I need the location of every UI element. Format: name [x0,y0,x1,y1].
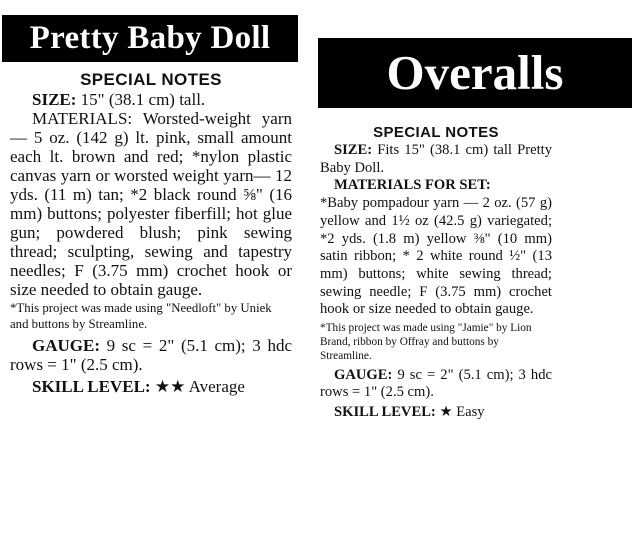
overalls-skill-label: SKILL LEVEL: [334,404,436,421]
doll-size-label: SIZE: [32,90,77,109]
doll-gauge-text: 9 sc = 2" (5.1 cm); 3 hdc rows = 1" (2.5 cm). [10,336,292,375]
doll-skill-label: SKILL LEVEL: [32,377,151,397]
overalls-materials-label: MATERIALS FOR SET: [334,177,491,194]
overalls-size [320,142,552,177]
overalls-gauge [320,367,552,402]
doll-size-text: 15" (38.1 cm) tall. [80,90,206,109]
doll-title-banner: Pretty Baby Doll [2,15,298,62]
overalls-size-text: Fits 15" (38.1 cm) tall Pretty Baby Doll. [320,142,552,176]
doll-gauge-label: GAUGE: [32,336,100,356]
doll-skill-level [10,377,292,397]
doll-materials [10,109,292,299]
overalls-skill-text: Easy [456,404,485,421]
doll-credit-note: *This project was made using "Needloft" by Uniek and buttons by Streamline. [10,301,272,331]
overalls-title-banner: Overalls [318,38,632,108]
doll-gauge [10,336,292,374]
doll-special-notes-heading: SPECIAL NOTES [80,70,222,89]
doll-materials-text: Worsted-weight yarn — 5 oz. (142 g) lt. pink, small amount each lt. brown and red; *nylon plastic canvas yarn or worsted weight yarn— 12 yds. (11 m) tan; *2 black round ⅝" (16 mm) buttons; polyester fiberfill; hot glue gun; powdered blush; pink sewing thread; sculpting, sewing and tapestry needles; F (3.75 mm) crochet hook or size needed to obtain gauge. [10,109,292,299]
doll-materials-label: MATERIALS: [32,109,133,128]
overalls-skill-level [320,403,552,422]
overalls-gauge-label: GAUGE: [334,366,393,383]
doll-skill-text: Average [188,377,245,397]
doll-size [10,90,292,109]
overalls-special-notes-heading: SPECIAL NOTES [373,124,499,141]
overalls-gauge-text: 9 sc = 2" (5.1 cm); 3 hdc rows = 1" (2.5 cm). [320,366,552,401]
overalls-materials-text: *Baby pompadour yarn — 2 oz. (57 g) yellow and 1½ oz (42.5 g) variegated; *2 yds. (1.8 m) yellow ⅜" (10 mm) satin ribbon; * 2 white round ½" (13 mm) buttons; white sewing thread; sewing needle; F (3.75 mm) crochet hook or size needed to obtain gauge. [320,195,552,318]
overalls-special-notes [320,124,552,422]
overalls-size-label: SIZE: [334,142,373,158]
star-icon: ★ [439,403,453,421]
star-icon: ★★ [154,377,186,398]
doll-special-notes [10,70,292,397]
overalls-credit-note: *This project was made using "Jamie" by Lion Brand, ribbon by Offray and buttons by Streamline. [320,322,532,363]
